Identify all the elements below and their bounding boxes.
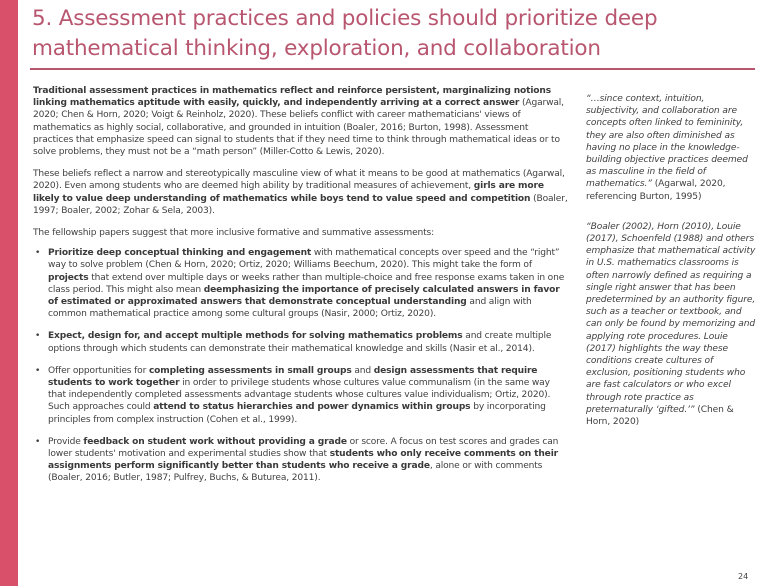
body-text: in order to privilege students whose cultures value communalism (in the same way that independently completed assessments advantage students whose cultures value individualism; Ortiz, 2020). Such approaches could	[48, 378, 551, 413]
slide-title: 5. Assessment practices and policies should prioritize deep mathematical thinking, exploration, and collaboration	[32, 6, 658, 61]
quote-citation: (Chen & Horn, 2020)	[586, 404, 734, 428]
body-text: (Agarwal, 2020; Chen & Horn, 2020; Voigt & Reinholz, 2020). These beliefs conflict with career mathematicians' views of mathematics as highly social, collaborative, and grounded in intuition (Boaler, 2016; Burton, 1998). Assessment practices that emphasize speed can signal to students that if they need time to think through mathematical ideas or to solve problems, they must not be a “math person” (Miller-Cotto & Lewis, 2020).	[33, 98, 564, 158]
emphasis-text: deemphasizing the importance of precisely calculated answers in favor of estimated or approximated answers that demonstrate conceptual understanding	[48, 284, 560, 308]
emphasis-text: girls are more likely to value deep understanding of mathematics while boys tend to value speed and competition	[33, 181, 544, 204]
title-underline	[30, 68, 755, 70]
emphasis-text: students who only receive comments on their assignments perform significantly better than students who receive a grade	[48, 449, 558, 472]
bullet-icon: •	[35, 331, 41, 342]
body-text: Provide	[48, 436, 84, 447]
body-text: Offer opportunities for	[48, 365, 149, 376]
quote-column	[586, 93, 756, 446]
body-text: and create multiple options through which students can demonstrate their mathematical knowledge and skills (Nasir et al., 2014).	[48, 331, 552, 354]
body-text: or score. A focus on test scores and grades can lower students' motivation and experimental studies show that	[48, 436, 559, 460]
body-text: , alone or with comments (Boaler, 2016; Butler, 1987; Pulfrey, Buchs, & Buturea, 2011).	[48, 461, 543, 484]
body-text: These beliefs reflect a narrow and stereotypically masculine view of what it means to be good at mathematics (Agarwal, 2020). Even among students who are deemed high ability by traditional measures of achievement,	[33, 169, 565, 192]
emphasis-text: attend to status hierarchies and power dynamics within groups	[153, 402, 471, 413]
body-text: (Boaler, 1997; Boaler, 2002; Zohar & Sela, 2003).	[33, 193, 568, 216]
accent-side-bar	[0, 0, 18, 586]
bullet-icon: •	[35, 248, 41, 259]
list-item	[33, 436, 568, 485]
list-item	[33, 365, 568, 426]
paragraph-traditional-assessment	[33, 85, 568, 158]
body-text: and	[351, 365, 374, 376]
emphasis-text: Expect, design for, and accept multiple methods for solving mathematics problems	[48, 331, 463, 342]
body-text: and align with common mathematical practice among some cultural groups (Nasir, 2000; Ortiz, 2020).	[48, 297, 532, 320]
main-body	[33, 85, 568, 495]
quote-text: “…since context, intuition, subjectivity, and collaboration are concepts often linked to femininity, they are also often diminished as having no place in the knowledge-building objective practices deemed as masculine in the field of mathematics.”	[586, 94, 748, 190]
emphasis-text: completing assessments in small groups	[148, 365, 352, 376]
quote-citation: (Agarwal, 2020, referencing Burton, 1995)	[586, 179, 726, 202]
quote-text: “Boaler (2002), Horn (2010), Louie (2017), Schoenfeld (1988) and others emphasize that mathematical activity in U.S. mathematics classrooms is often narrowly defined as requiring a single right answer that has been predetermined by an authority figure, such as a teacher or textbook, and can only be found by memorizing and applying rote procedures. Louie (2017) highlights the way these conditions create cultures of exclusion, positioning students who are fast calculators or who excel through rote practice as preternaturally ‘gifted.’”	[586, 221, 756, 415]
body-text: that extend over multiple days or weeks rather than multiple-choice and free response exams taken in one class period. This might also mean	[48, 272, 565, 295]
quote-agarwal	[586, 93, 756, 203]
body-text: by incorporating principles from complex instruction (Cohen et al., 1999).	[48, 402, 546, 425]
paragraph-beliefs	[33, 168, 568, 217]
bullet-icon: •	[35, 436, 41, 447]
list-item	[33, 247, 568, 320]
bullet-icon: •	[35, 365, 41, 376]
paragraph-fellowship-intro: The fellowship papers suggest that more inclusive formative and summative assessments:	[33, 228, 435, 239]
emphasis-text: Prioritize deep conceptual thinking and engagement	[48, 248, 312, 259]
emphasis-text: projects	[48, 272, 89, 283]
emphasis-text: design assessments that require students to work together	[48, 365, 538, 389]
body-text: with mathematical concepts over speed and the “right” way to solve problem (Chen & Horn, 2020; Ortiz, 2020; Williams Beechum, 2020). This might take the form of	[48, 248, 560, 271]
quote-chen-horn	[586, 221, 756, 428]
emphasis-text: Traditional assessment practices in mathematics reflect and reinforce persistent, marginalizing notions linking mathematics aptitude with easily, quickly, and independently arriving at a correct answer	[33, 86, 551, 109]
recommendation-list	[33, 247, 568, 484]
page-number: 24	[738, 572, 749, 581]
emphasis-text: feedback on student work without providing a grade	[83, 436, 347, 447]
list-item	[33, 330, 568, 354]
